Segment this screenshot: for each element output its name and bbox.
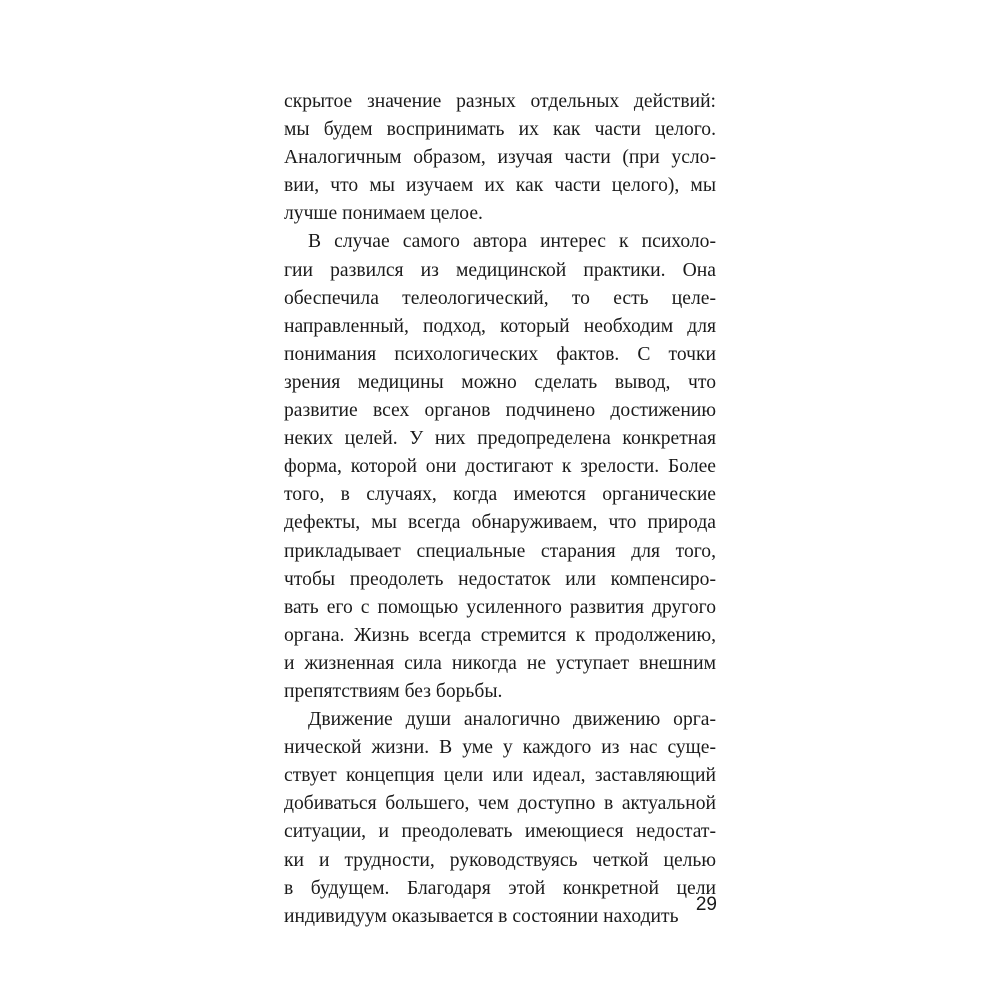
text-line: нической жизни. В уме у каждого из нас суще-	[284, 737, 716, 759]
text-line: мы будем воспринимать их как части целого.	[284, 119, 716, 141]
text-line: В случае самого автора интерес к психоло-	[308, 231, 716, 253]
text-line: ситуации, и преодолевать имеющиеся недостат-	[284, 821, 716, 843]
page-number: 29	[695, 894, 717, 915]
text-line: вии, что мы изучаем их как части целого), мы	[284, 175, 716, 197]
text-line: в будущем. Благодаря этой конкретной цели	[284, 877, 716, 899]
text-line: органа. Жизнь всегда стремится к продолжению,	[284, 624, 716, 646]
text-line: препятствиям без борьбы.	[284, 680, 503, 702]
text-line: ки и трудности, руководствуясь четкой целью	[284, 849, 716, 871]
text-line: и жизненная сила никогда не уступает внешним	[284, 652, 716, 674]
body-text	[284, 88, 716, 931]
paragraph	[284, 228, 716, 706]
text-line: Аналогичным образом, изучая части (при усло-	[284, 147, 716, 169]
text-line: скрытое значение разных отдельных действий:	[284, 91, 716, 112]
text-line: зрения медицины можно сделать вывод, что	[284, 371, 716, 393]
text-line: прикладывает специальные старания для того,	[284, 540, 716, 562]
paragraph	[284, 88, 716, 228]
text-line: того, в случаях, когда имеются органические	[284, 484, 716, 506]
text-line: ствует концепция цели или идеал, заставляющий	[284, 765, 716, 787]
text-line: вать его с помощью усиленного развития другого	[284, 596, 716, 618]
text-line: дефекты, мы всегда обнаруживаем, что природа	[284, 512, 716, 534]
text-line: понимания психологических фактов. С точки	[284, 343, 716, 365]
text-line: чтобы преодолеть недостаток или компенсиро-	[284, 568, 716, 590]
text-line: индивидуум оказывается в состоянии находить	[284, 905, 679, 927]
text-line: Движение души аналогично движению орга-	[308, 709, 716, 731]
text-line: добиваться большего, чем доступно в актуальной	[284, 793, 716, 815]
text-line: форма, которой они достигают к зрелости. Более	[284, 456, 716, 478]
paragraph	[284, 706, 716, 931]
text-line: неких целей. У них предопределена конкретная	[284, 428, 716, 450]
text-line: развитие всех органов подчинено достижению	[284, 400, 716, 422]
text-line: обеспечила телеологический, то есть целе-	[284, 287, 716, 309]
text-line: направленный, подход, который необходим для	[284, 315, 716, 337]
text-line: гии развился из медицинской практики. Она	[284, 259, 716, 281]
text-line: лучше понимаем целое.	[284, 203, 483, 225]
